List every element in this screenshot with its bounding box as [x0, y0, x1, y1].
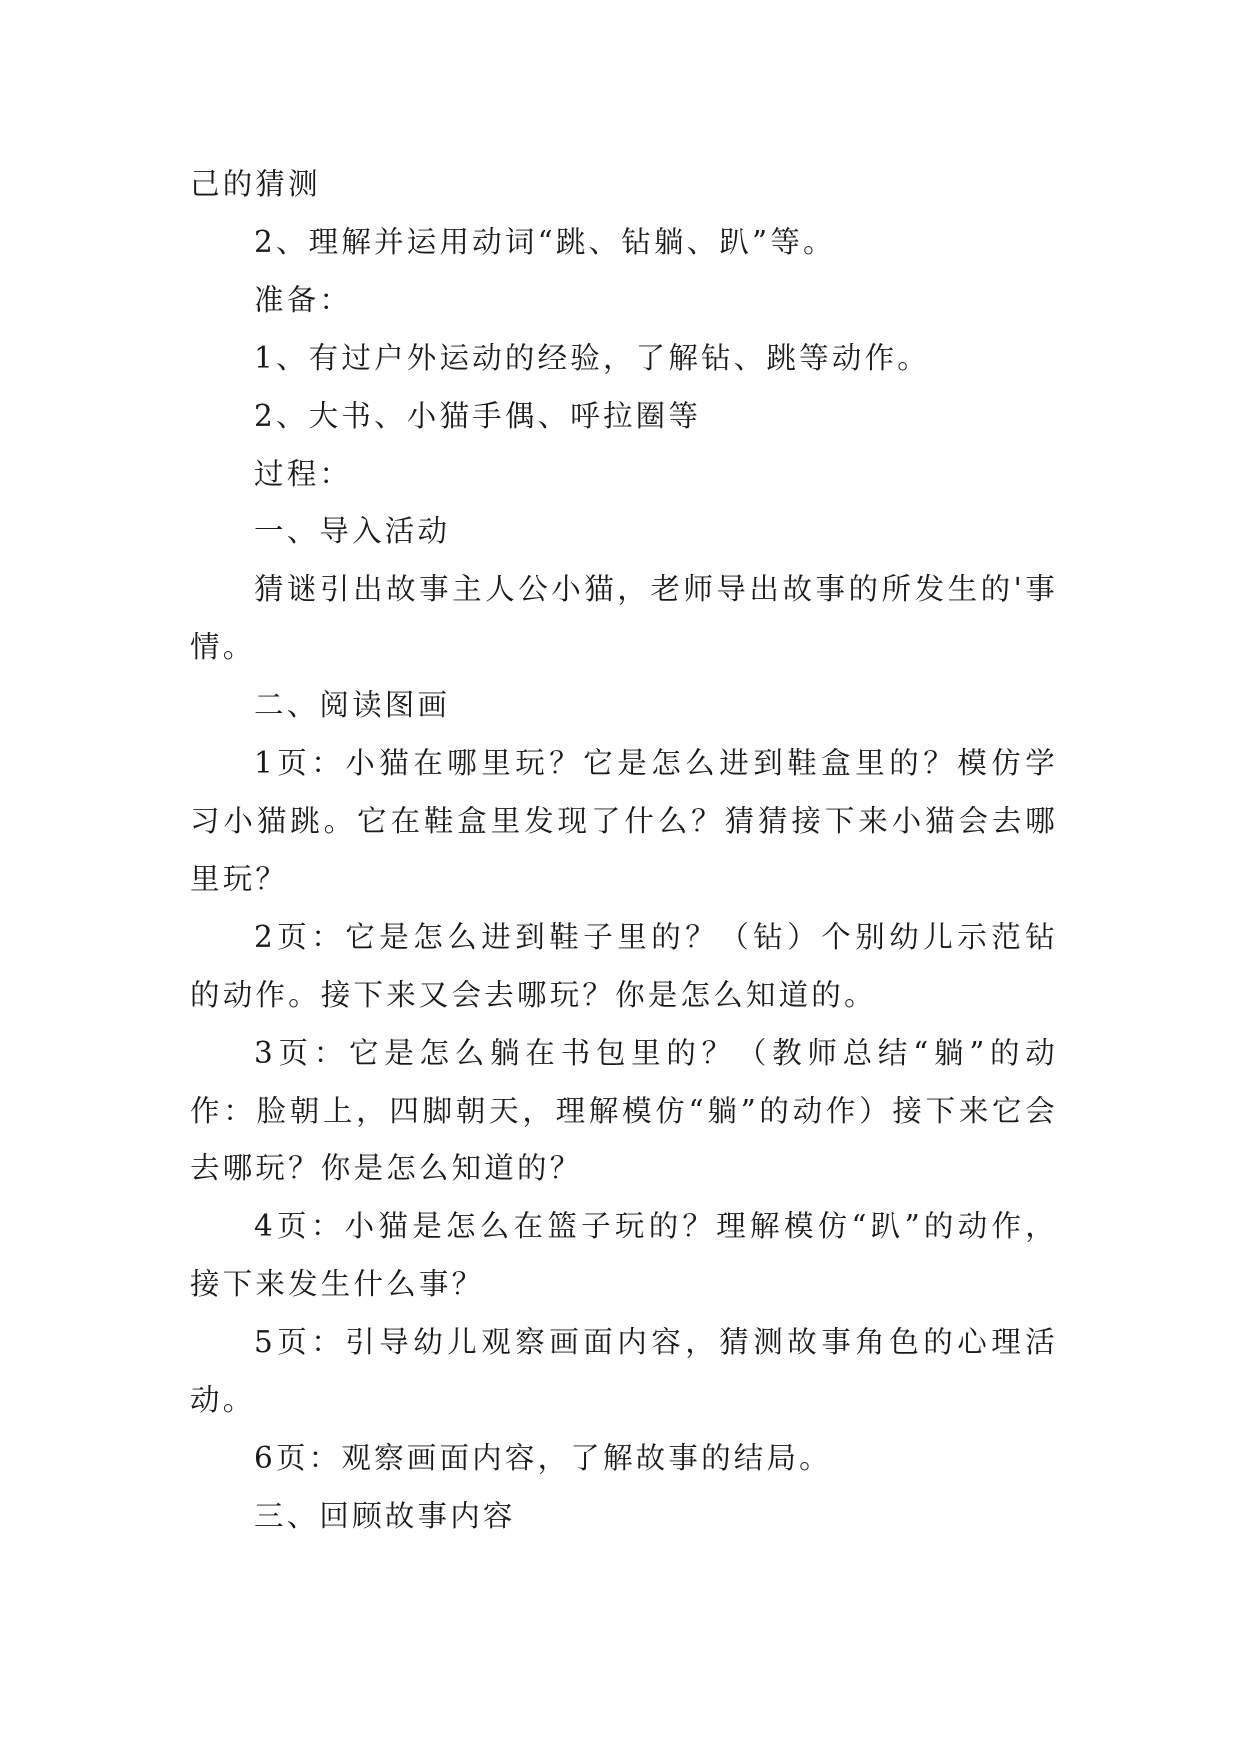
paragraph: 2、理解并运用动词“跳、钻躺、趴”等。 [254, 224, 836, 259]
section-heading-preparation: 准备： [254, 282, 353, 317]
section-heading-process: 过程： [254, 456, 353, 491]
paragraph: 2、大书、小猫手偶、呼拉圈等 [254, 398, 702, 433]
paragraph: 己的猜测 [190, 167, 321, 201]
document-body [190, 156, 1058, 1546]
paragraph: 4页：小猫是怎么在篮子玩的？理解模仿“趴”的动作，接下来发生什么事？ [190, 1209, 1058, 1302]
paragraph: 2页：它是怎么进到鞋子里的？（钻）个别幼儿示范钻的动作。接下来又会去哪玩？你是怎么知道的。 [190, 919, 1058, 1012]
paragraph: 5页：引导幼儿观察画面内容，猜测故事角色的心理活动。 [190, 1325, 1058, 1418]
paragraph: 1页：小猫在哪里玩？它是怎么进到鞋盒里的？模仿学习小猫跳。它在鞋盒里发现了什么？猜猜接下来小猫会去哪里玩？ [190, 746, 1058, 896]
paragraph: 猜谜引出故事主人公小猫，老师导出故事的所发生的'事情。 [190, 572, 1058, 665]
paragraph: 3页：它是怎么躺在书包里的？（教师总结“躺”的动作：脸朝上，四脚朝天，理解模仿“躺”的动作）接下来它会去哪玩？你是怎么知道的？ [190, 1035, 1058, 1186]
subsection-heading: 二、阅读图画 [254, 688, 451, 723]
subsection-heading: 一、导入活动 [254, 514, 451, 549]
paragraph: 6页：观察画面内容，了解故事的结局。 [254, 1440, 832, 1475]
paragraph: 1、有过户外运动的经验，了解钻、跳等动作。 [254, 340, 930, 375]
subsection-heading: 三、回顾故事内容 [254, 1498, 516, 1533]
